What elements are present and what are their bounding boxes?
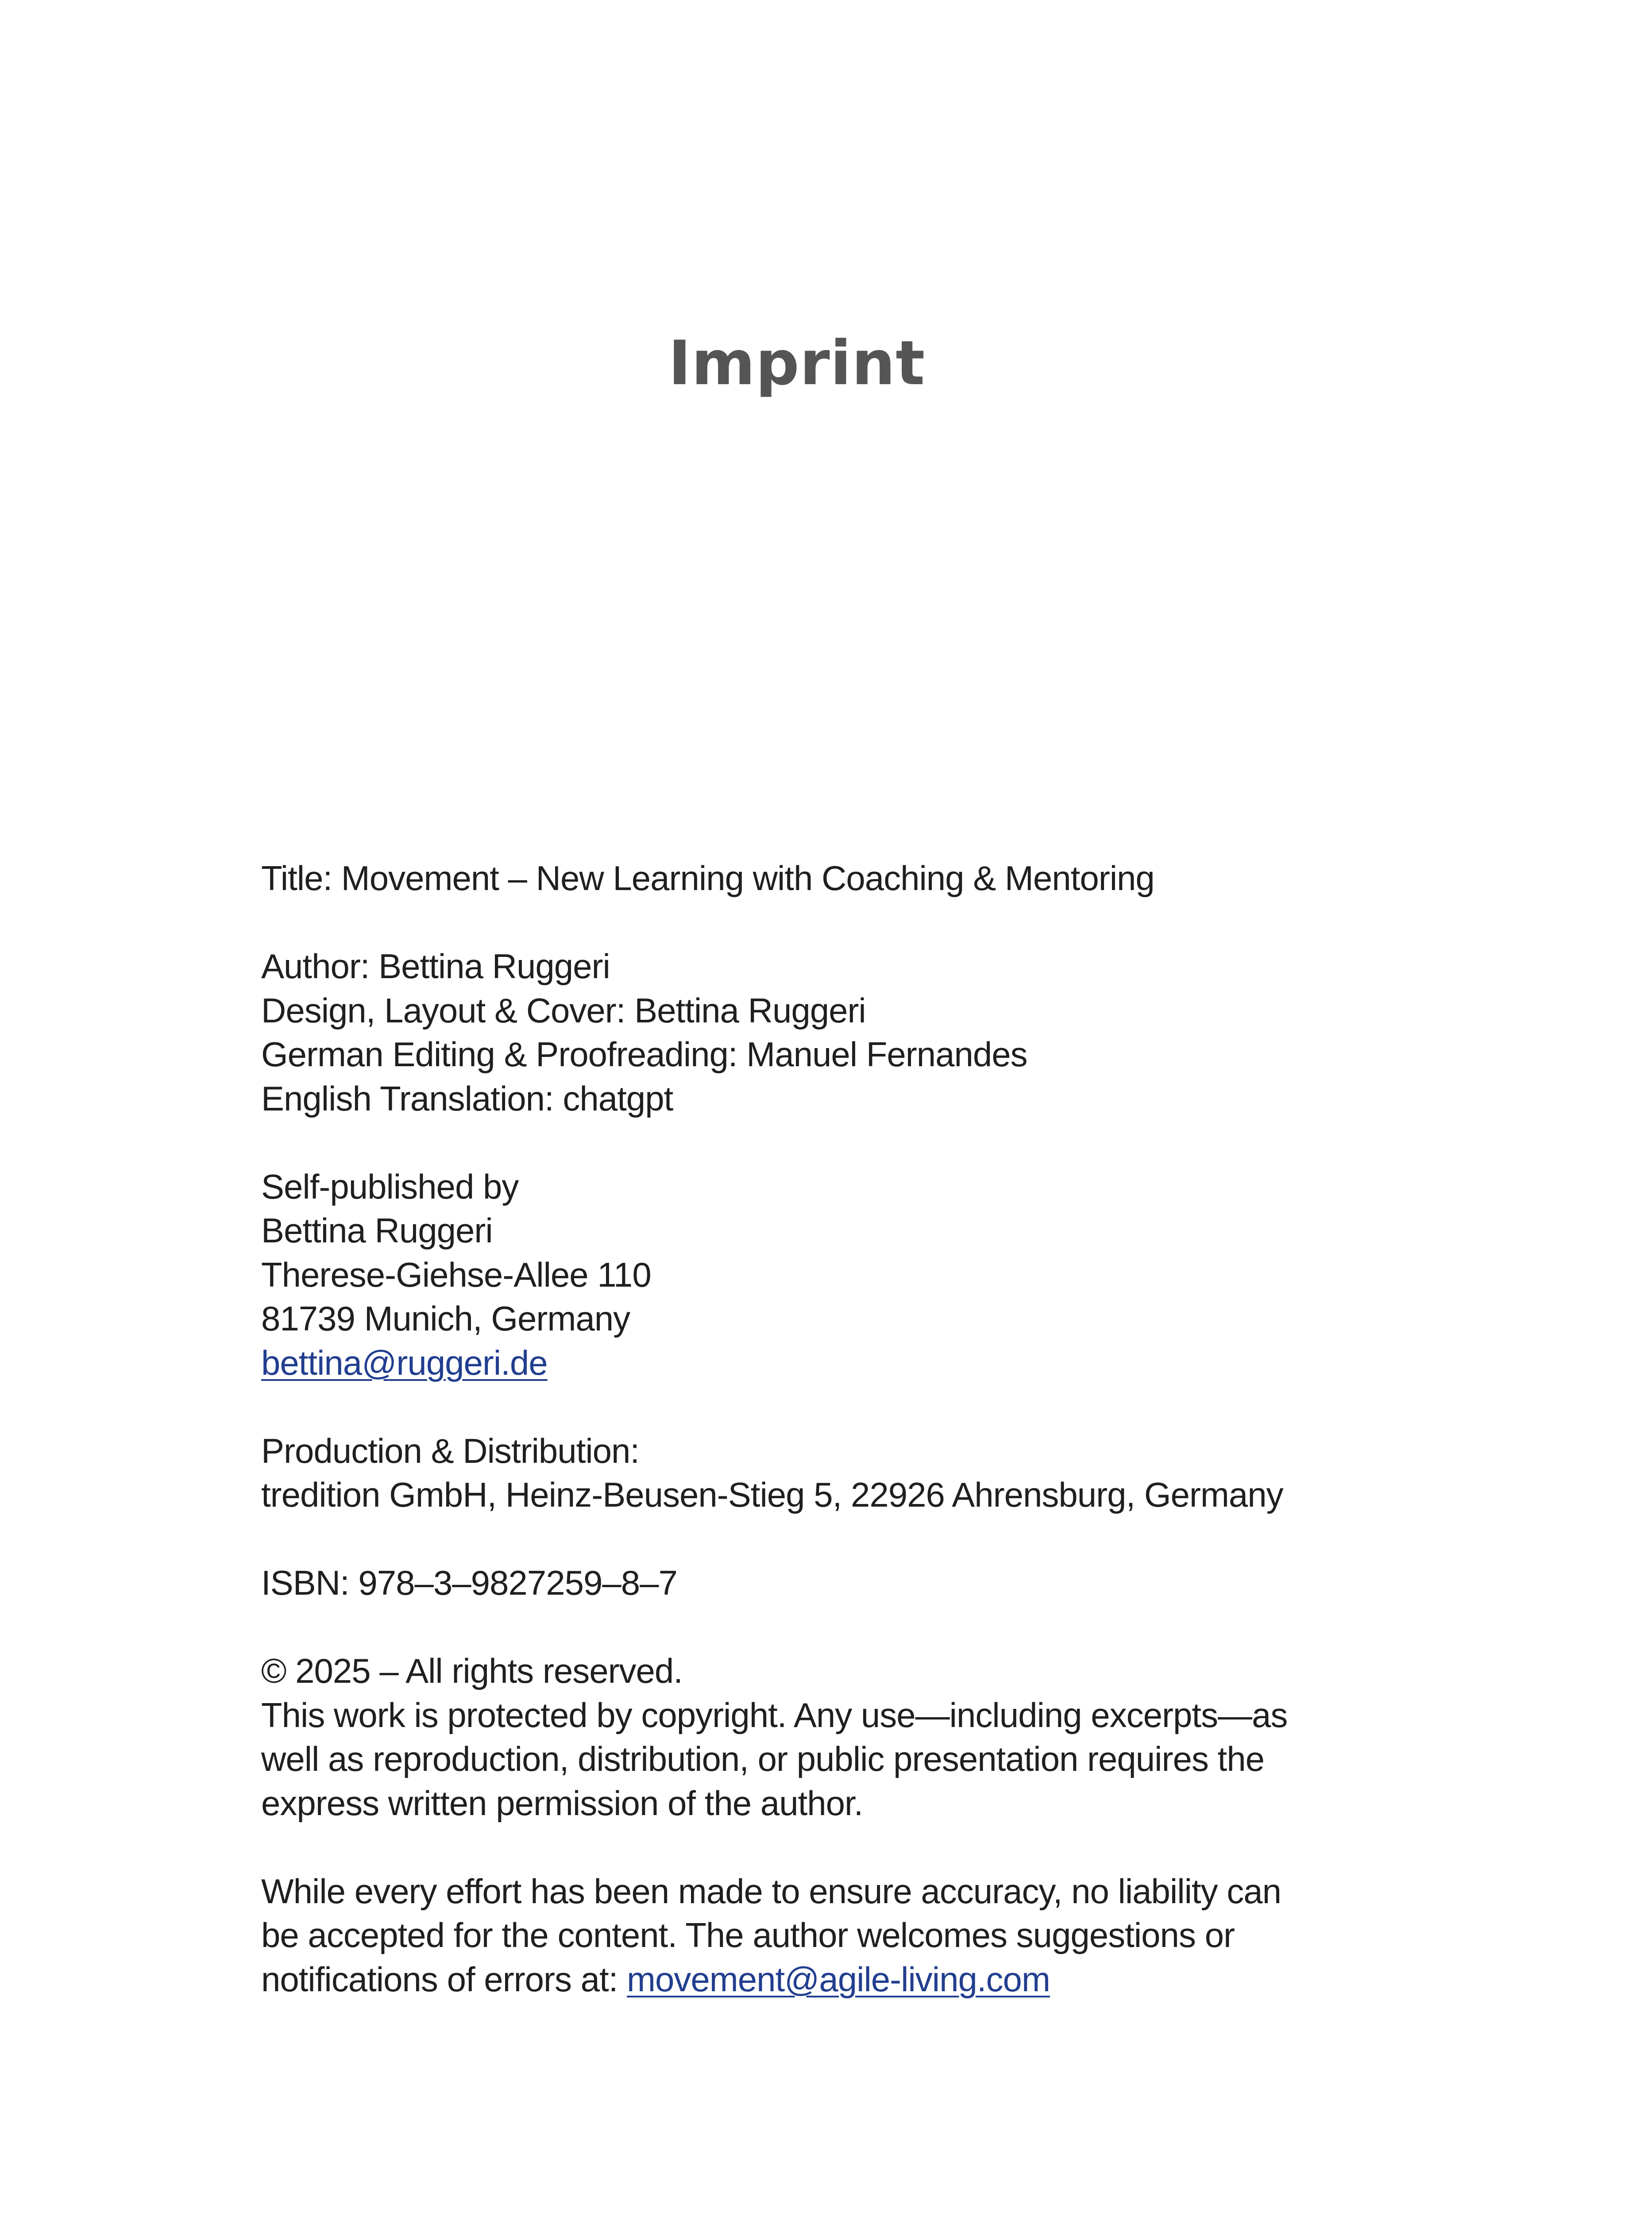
copyright-text-line: This work is protected by copyright. Any use—including excerpts—as <box>261 1695 1288 1735</box>
publisher-email-line <box>261 1341 1394 1385</box>
copyright-notice: © 2025 – All rights reserved. <box>261 1651 683 1690</box>
copyright-text-line: express written permission of the author. <box>261 1783 863 1823</box>
book-title-line: Title: Movement – New Learning with Coaching & Mentoring <box>261 859 1154 898</box>
disclaimer-text-line: While every effort has been made to ensure accuracy, no liability can <box>261 1871 1281 1911</box>
disclaimer-text-line: be accepted for the content. The author welcomes suggestions or <box>261 1916 1235 1955</box>
author-line: Author: Bettina Ruggeri <box>261 947 610 986</box>
publisher-email-link[interactable]: bettina@ruggeri.de <box>261 1343 548 1382</box>
page-title: Imprint <box>668 328 926 399</box>
editing-credit-line: German Editing & Proofreading: Manuel Fernandes <box>261 1035 1027 1074</box>
spacer <box>261 1605 1394 1650</box>
copyright-text-line: well as reproduction, distribution, or public presentation requires the <box>261 1739 1264 1778</box>
disclaimer-prefix: notifications of errors at: <box>261 1959 627 1999</box>
publisher-city: 81739 Munich, Germany <box>261 1299 630 1338</box>
design-credit-line: Design, Layout & Cover: Bettina Ruggeri <box>261 991 866 1030</box>
spacer <box>261 1121 1394 1165</box>
imprint-block <box>261 856 1394 2001</box>
isbn-line: ISBN: 978–3–9827259–8–7 <box>261 1563 677 1602</box>
spacer <box>261 1385 1394 1429</box>
disclaimer-last-line <box>261 1958 1394 2002</box>
production-label: Production & Distribution: <box>261 1431 640 1470</box>
feedback-email-link[interactable]: movement@agile-living.com <box>627 1959 1050 1999</box>
spacer <box>261 1517 1394 1561</box>
publisher-street: Therese-Giehse-Allee 110 <box>261 1255 651 1294</box>
translation-credit-line: English Translation: chatgpt <box>261 1079 673 1118</box>
spacer <box>261 1825 1394 1870</box>
production-company: tredition GmbH, Heinz-Beusen-Stieg 5, 22926 Ahrensburg, Germany <box>261 1475 1283 1514</box>
spacer <box>261 901 1394 945</box>
publisher-name: Bettina Ruggeri <box>261 1211 493 1250</box>
publisher-intro: Self-published by <box>261 1167 519 1206</box>
